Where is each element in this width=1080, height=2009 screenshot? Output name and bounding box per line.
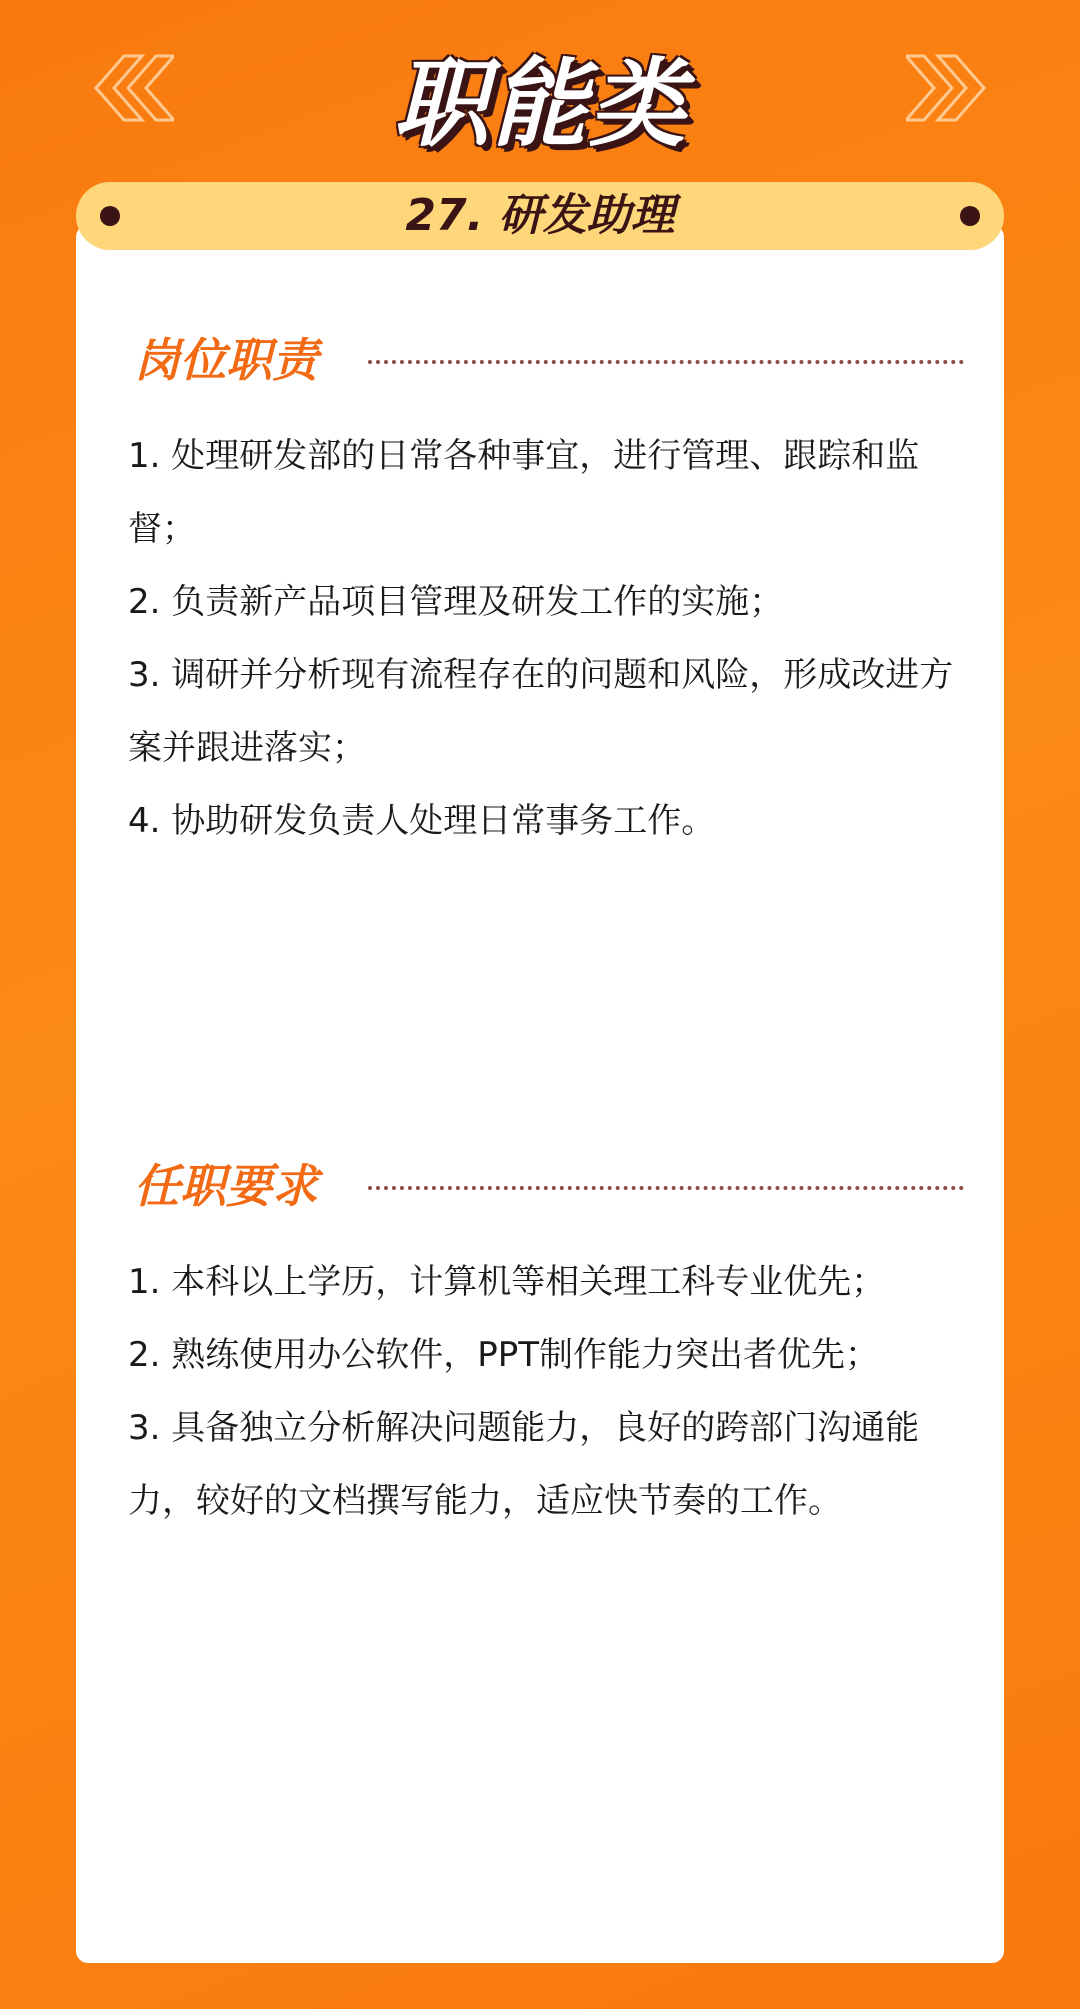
- double-chevron-right-icon: [906, 52, 996, 124]
- list-item: 1. 本科以上学历，计算机等相关理工科专业优先；: [128, 1262, 886, 1302]
- list-item: 1. 处理研发部的日常各种事宜，进行管理、跟踪和监督；: [128, 436, 920, 549]
- banner-dot-right: [960, 206, 980, 226]
- list-item: 3. 调研并分析现有流程存在的问题和风险，形成改进方案并跟进落实；: [128, 655, 954, 768]
- requirements-header: [134, 1154, 964, 1218]
- list-item: 4. 协助研发负责人处理日常事务工作。: [128, 801, 716, 841]
- dotted-divider: [368, 1186, 964, 1190]
- list-item: 2. 熟练使用办公软件，PPT制作能力突出者优先；: [128, 1335, 880, 1375]
- list-item: 3. 具备独立分析解决问题能力，良好的跨部门沟通能力，较好的文档撰写能力，适应快节奏的工作。: [128, 1408, 920, 1521]
- page-title: 职能类: [393, 48, 687, 160]
- responsibilities-list: [128, 420, 958, 858]
- dotted-divider: [368, 360, 964, 364]
- list-item: 2. 负责新产品项目管理及研发工作的实施；: [128, 582, 784, 622]
- responsibilities-header: [134, 328, 964, 392]
- requirements-list: [128, 1246, 958, 1538]
- requirements-title: 任职要求: [134, 1159, 318, 1213]
- job-title-banner: [76, 182, 1004, 250]
- responsibilities-title: 岗位职责: [134, 333, 318, 387]
- job-title: 27. 研发助理: [405, 190, 675, 241]
